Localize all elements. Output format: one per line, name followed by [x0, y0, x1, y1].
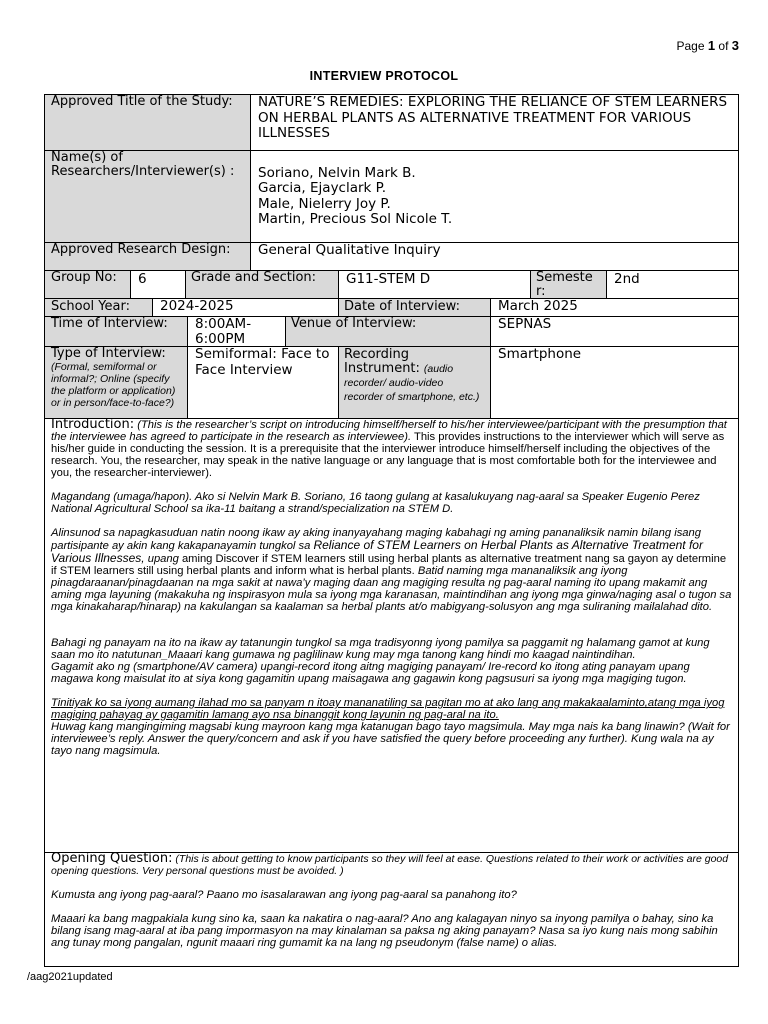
type-note: (Formal, semiformal or informal?; Online (specify the platform or application) or in person/face-to-face?): [51, 361, 176, 409]
recording-label: Recording Instrument:: [344, 347, 420, 376]
document-title: INTERVIEW PROTOCOL: [309, 69, 459, 83]
school-year-value: 2024-2025: [160, 298, 234, 314]
study-title-value: NATURE’S REMEDIES: EXPLORING THE RELIANCE OF STEM LEARNERS ON HERBAL PLANTS AS ALTERNATIVE TREATMENT FOR VARIOUS ILLNESSES: [258, 94, 728, 141]
date-value: March 2025: [498, 298, 578, 314]
semester-label: Semeste r:: [536, 270, 593, 299]
school-year-label: School Year:: [51, 299, 130, 314]
study-title-label: Approved Title of the Study:: [51, 94, 233, 109]
researcher-name: Garcia, Ejayclark P.: [258, 180, 386, 197]
opening-question-2: Maaari ka bang magpakiala kung sino ka, saan ka nakatira o nag-aaral? Ano ang kalagayan ninyo sa inyong pamilya o bahay, sino ka bilang isang mag-aaral at iba pang impormasyon na may kinalaman sa paksa ng aking panayam? Nasa sa iyo kung nais mong sabihin ang tunay mong pangalan, ngunit maaari ring gumamit ka na lang ng pseudonym (false name) o alias.: [51, 913, 718, 949]
opening-label: Opening Question:: [51, 851, 173, 866]
intro-paragraph-2: Alinsunod sa napagkasuduan natin noong ikaw ay aking inanyayahang maging kabahagi ng aming pananaliksik namin bilang isang partisipante ay akin kang kakapanayamin tungkol sa Reliance of STEM Learners on Herbal Plants as Alternative Treatment for Various Illnesses, upang aming Discover if STEM learners still using herbal plants as alternative treatment nang sa gayon ay determine if STEM learners still using herbal plants and inform what is herbal plants. Batid naming mga mananaliksik ang iyong pinagdaraanan/pinagdaanan na mga sakit at nawa’y maging daan ang magiging resulta ng pag-aaral naming ito upang makamit ang aming mga layuning (makakuha ng inspirasyon mula sa iyong mga karanasan, maintindihan ang iyong mga ginwa/naging asal o tugon sa mga kinakaharap/hinarap) na kakulangan sa kaalaman sa herbal plants at/o mabigyang-solusyon ang mga suliraning mailalahad dito.: [51, 527, 732, 613]
opening-question-1: Kumusta ang iyong pag-aaral? Paano mo isasalarawan ang iyong pag-aaral sa panahong ito?: [51, 889, 517, 901]
intro-paragraph-4: Gagamit ako ng (smartphone/AV camera) upangi-record itong aitng magiging panayam/ Ire-record ko itong ating panayam upang magawa kong maisulat ito at siya kong gagamitin upang maisagawa ang gagawin kong pagsusuri sa iyong mga magiging tugon.: [51, 661, 690, 685]
footer-note: /aag2021updated: [27, 971, 113, 983]
table-border: [738, 94, 739, 967]
grade-value: G11-STEM D: [346, 271, 431, 287]
recording-value: Smartphone: [498, 346, 582, 362]
group-value: 6: [138, 271, 147, 287]
introduction-label: Introduction:: [51, 417, 135, 432]
intro-paragraph-6: Huwag kang mangingiming magsabi kung mayroon kang mga katanugan bago tayo magsimula. May mga nais ka bang linawin? (Wait for interviewee’s reply. Answer the query/concern and ask if you have satisfied the query before proceeding any further). Kung wala na ay tayo nang magsimula.: [51, 721, 730, 757]
page-number: Page 1 of 3: [676, 38, 739, 53]
time-value: 8:00AM-6:00PM: [195, 316, 252, 347]
recording-note: (audio recorder/ audio-video recorder of smartphone, etc.): [344, 363, 480, 403]
time-label: Time of Interview:: [51, 316, 168, 331]
introduction-instructions: This provides instructions to the interviewer which will serve as his/her guide in conducting the session. It is a prerequisite that the interviewer introduce himself/herself including the objectives of the research. You, the researcher, may speak in the native language or any language that is most comfortable both for the interviewee and you, the researcher-interviewer).: [51, 431, 725, 479]
grade-label: Grade and Section:: [191, 270, 317, 285]
venue-label: Venue of Interview:: [291, 316, 417, 331]
design-value: General Qualitative Inquiry: [258, 242, 441, 258]
type-value: Semiformal: Face to Face Interview: [195, 346, 330, 378]
intro-paragraph-5: Tinitiyak ko sa iyong aumang ilahad mo sa panyam n itoay mananatiling sa pagitan mo at ako lang ang makakaalaminto,atang mga iyog magiging pahayag ay gagamitin lamang ayo nsa binanggit kong layunin ng pag-aral na ito.: [51, 697, 725, 721]
intro-paragraph-1: Magandang (umaga/hapon). Ako si Nelvin Mark B. Soriano, 16 taong gulang at kasalukuyang nag-aaral sa Speaker Eugenio Perez National Agricultural School sa ika-11 baitang a strand/specialization na STEM D.: [51, 491, 700, 515]
semester-value: 2nd: [614, 271, 640, 287]
researchers-label: Name(s) of Researchers/Interviewer(s) :: [51, 150, 235, 179]
opening-section: [45, 853, 738, 949]
venue-value: SEPNAS: [498, 316, 552, 332]
type-label: Type of Interview:: [51, 346, 166, 361]
intro-paragraph-3: Bahagi ng panayam na ito na ikaw ay tatanungin tungkol sa mga tradisyonng iyong pamilya sa paggamit ng halamang gamot at kung saan mo ito natutunan_Maaari kang gumawa ng paglilinaw kung may mga tanong kang hindi mo kaagad naintindihan.: [51, 637, 710, 661]
type-label-cell: [45, 346, 187, 410]
opening-note: (This is about getting to know participants so they will feel at ease. Questions related to their work or activities are good opening questions. Very personal questions must be avoided. ): [51, 853, 729, 877]
introduction-note: (This is the researcher’s script on introducing himself/herself to his/her interviewee/participant with the presumption that the interviewee has agreed to participate in the research as interviewee).: [51, 419, 727, 443]
table-border: [44, 966, 739, 967]
researchers-list: [251, 165, 738, 228]
researcher-name: Male, Nielerry Joy P.: [258, 195, 391, 212]
recording-label-cell: [338, 346, 490, 404]
design-label: Approved Research Design:: [51, 242, 231, 257]
date-label: Date of Interview:: [344, 299, 460, 314]
group-label: Group No:: [51, 270, 117, 285]
introduction-section: [45, 419, 738, 757]
researcher-name: Martin, Precious Sol Nicole T.: [258, 210, 453, 227]
researcher-name: Soriano, Nelvin Mark B.: [258, 165, 416, 181]
